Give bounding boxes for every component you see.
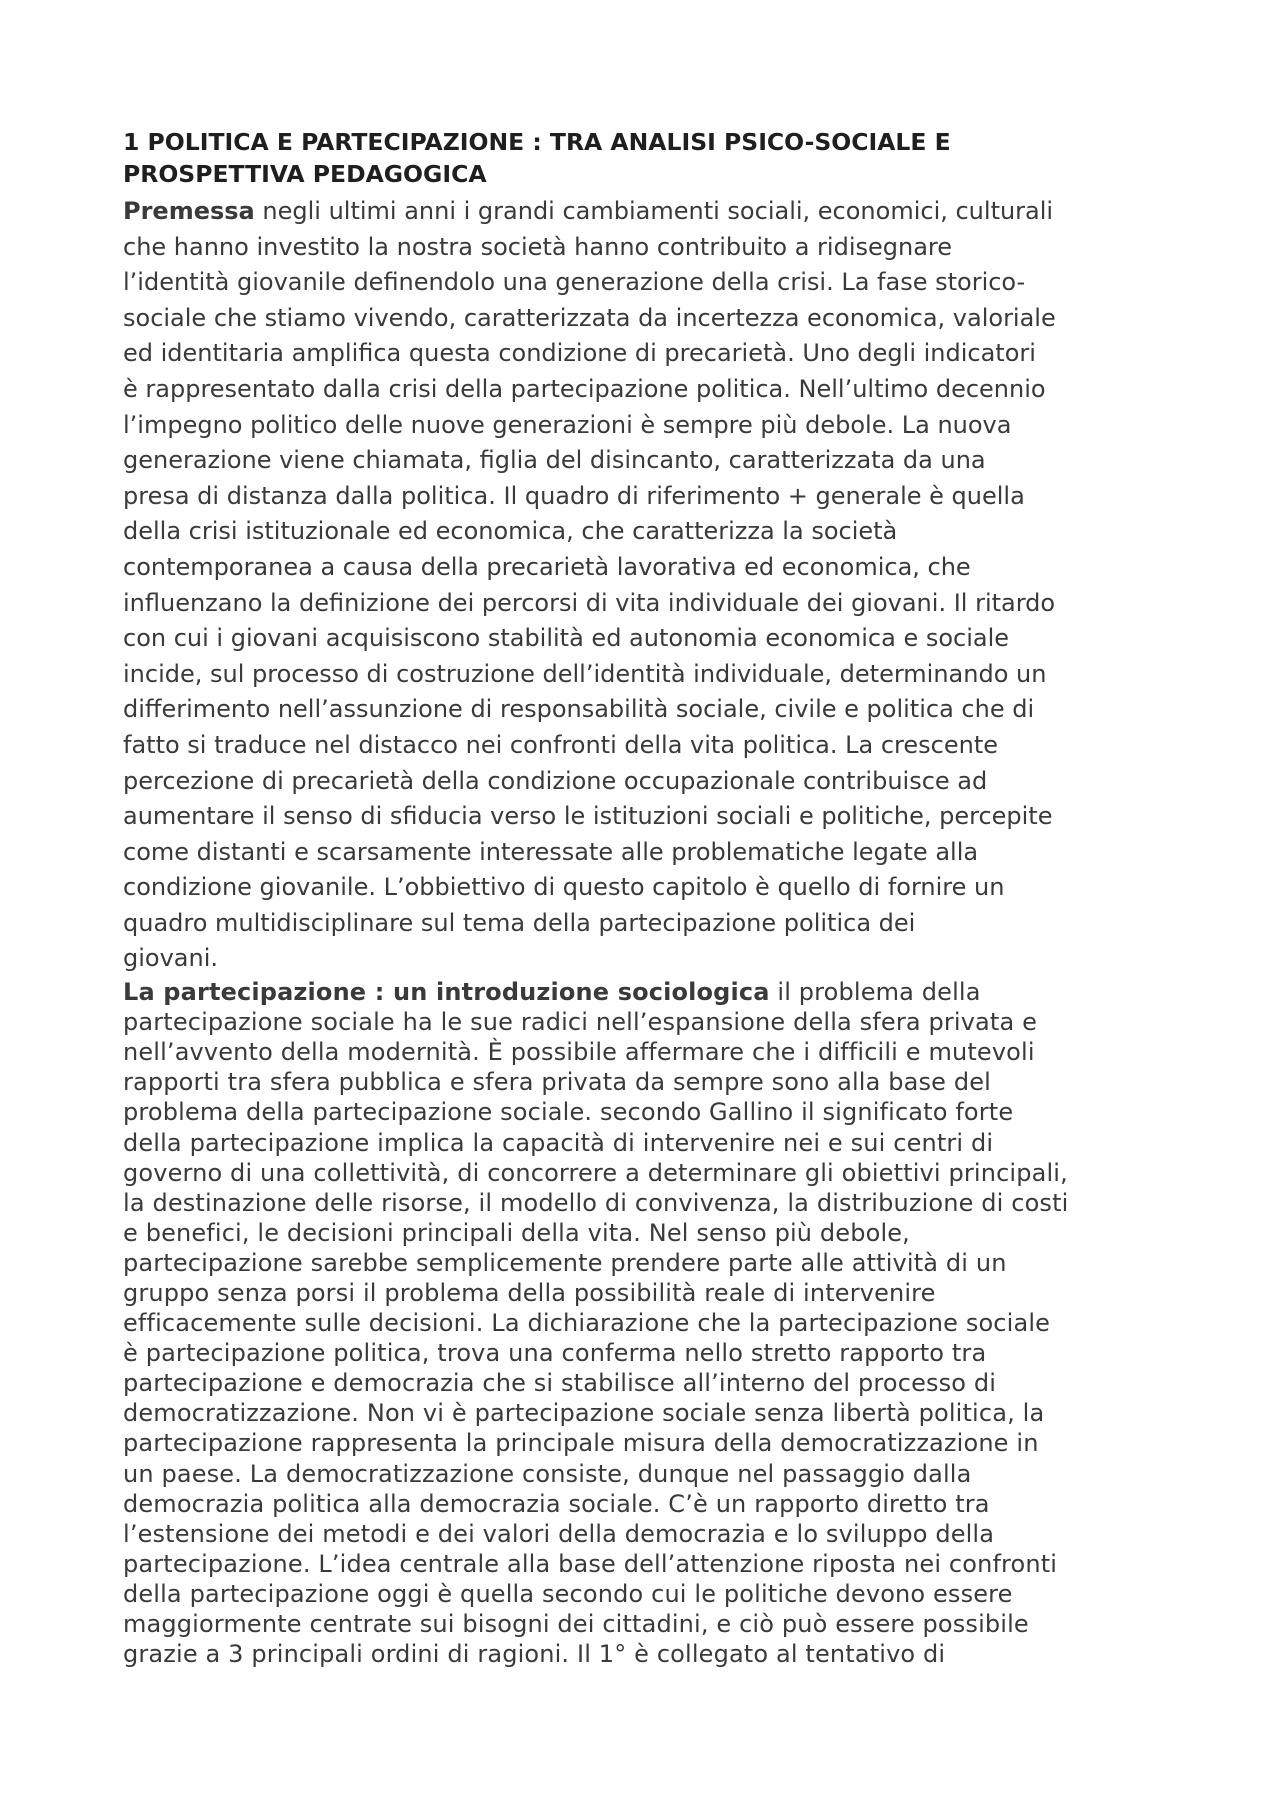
- paragraph-line: gruppo senza porsi il problema della possibilità reale di intervenire: [123, 1279, 936, 1307]
- document-title: [123, 126, 1143, 190]
- premessa-paragraph: [123, 194, 1143, 977]
- paragraph-line: [123, 194, 1143, 230]
- paragraph-line: della crisi istituzionale ed economica, che caratterizza la società: [123, 517, 898, 546]
- paragraph-line: problema della partecipazione sociale. secondo Gallino il significato forte: [123, 1098, 1014, 1127]
- paragraph-line: maggiormente centrate sui bisogni dei cittadini, e ciò può essere possibile: [123, 1610, 1029, 1639]
- paragraph-line: giovani.: [123, 944, 219, 973]
- paragraph-line: l’identità giovanile definendolo una generazione della crisi. La fase storico-: [123, 268, 1026, 297]
- paragraph-line: un paese. La democratizzazione consiste, dunque nel passaggio dalla: [123, 1459, 972, 1488]
- paragraph-line: della partecipazione oggi è quella secondo cui le politiche devono essere: [123, 1579, 1013, 1608]
- paragraph-line: democrazia politica alla democrazia sociale. C’è un rapporto diretto tra: [123, 1489, 990, 1518]
- paragraph-line: fatto si traduce nel distacco nei confronti della vita politica. La crescente: [123, 730, 999, 759]
- paragraph-line: influenzano la definizione dei percorsi di vita individuale dei giovani. Il ritardo: [123, 588, 1056, 617]
- paragraph-line: della partecipazione implica la capacità di intervenire nei e sui centri di: [123, 1128, 994, 1157]
- paragraph-line: sociale che stiamo vivendo, caratterizzata da incertezza economica, valoriale: [123, 303, 1056, 332]
- paragraph-line: e benefici, le decisioni principali della vita. Nel senso più debole,: [123, 1218, 910, 1247]
- paragraph-line: aumentare il senso di sfiducia verso le istituzioni sociali e politiche, percepite: [123, 802, 1053, 831]
- paragraph-line: è rappresentato dalla crisi della partecipazione politica. Nell’ultimo decennio: [123, 374, 1046, 403]
- paragraph-line: l’impegno politico delle nuove generazioni è sempre più debole. La nuova: [123, 410, 1012, 439]
- paragraph-line: la destinazione delle risorse, il modello di convivenza, la distribuzione di costi: [123, 1188, 1069, 1217]
- partecipazione-paragraph: [123, 977, 1143, 1669]
- paragraph-line: democratizzazione. Non vi è partecipazione sociale senza libertà politica, la: [123, 1399, 1045, 1428]
- paragraph-line: partecipazione. L’idea centrale alla base dell’attenzione riposta nei confronti: [123, 1549, 1058, 1578]
- section-label: Premessa: [123, 197, 255, 225]
- paragraph-line: l’estensione dei metodi e dei valori della democrazia e lo sviluppo della: [123, 1519, 995, 1548]
- paragraph-line: con cui i giovani acquisiscono stabilità ed autonomia economica e sociale: [123, 624, 1010, 653]
- paragraph-line: efficacemente sulle decisioni. La dichiarazione che la partecipazione sociale: [123, 1309, 1051, 1338]
- paragraph-line: differimento nell’assunzione di responsabilità sociale, civile e politica che di: [123, 695, 1035, 724]
- paragraph-line: [123, 977, 1143, 1007]
- paragraph-line: grazie a 3 principali ordini di ragioni. Il 1° è collegato al tentativo di: [123, 1640, 946, 1669]
- paragraph-line: nell’avvento della modernità. È possibile affermare che i difficili e mutevoli: [123, 1038, 1035, 1067]
- paragraph-line: come distanti e scarsamente interessate alle problematiche legate alla: [123, 837, 979, 866]
- paragraph-line: ed identitaria amplifica questa condizione di precarietà. Uno degli indicatori: [123, 339, 1036, 368]
- paragraph-line: rapporti tra sfera pubblica e sfera privata da sempre sono alla base del: [123, 1068, 991, 1097]
- document-page: [123, 126, 1143, 1669]
- paragraph-line: è partecipazione politica, trova una conferma nello stretto rapporto tra: [123, 1339, 987, 1368]
- paragraph-line: partecipazione sarebbe semplicemente prendere parte alle attività di un: [123, 1248, 1007, 1277]
- paragraph-line: percezione di precarietà della condizione occupazionale contribuisce ad: [123, 766, 988, 795]
- title-line: 1 POLITICA E PARTECIPAZIONE : TRA ANALISI PSICO-SOCIALE E: [123, 128, 951, 156]
- paragraph-text: il problema della: [769, 978, 981, 1007]
- paragraph-line: presa di distanza dalla politica. Il quadro di riferimento + generale è quella: [123, 481, 1025, 510]
- paragraph-line: partecipazione e democrazia che si stabilisce all’interno del processo di: [123, 1369, 997, 1398]
- paragraph-line: che hanno investito la nostra società hanno contribuito a ridisegnare: [123, 232, 953, 261]
- paragraph-line: partecipazione rappresenta la principale misura della democratizzazione in: [123, 1429, 1039, 1458]
- paragraph-line: contemporanea a causa della precarietà lavorativa ed economica, che: [123, 552, 971, 581]
- paragraph-text: negli ultimi anni i grandi cambiamenti sociali, economici, culturali: [254, 197, 1054, 225]
- paragraph-line: generazione viene chiamata, figlia del disincanto, caratterizzata da una: [123, 446, 986, 475]
- paragraph-line: quadro multidisciplinare sul tema della partecipazione politica dei: [123, 908, 916, 937]
- paragraph-line: condizione giovanile. L’obbiettivo di questo capitolo è quello di fornire un: [123, 873, 1005, 902]
- paragraph-line: governo di una collettività, di concorrere a determinare gli obiettivi principali,: [123, 1158, 1068, 1187]
- paragraph-line: incide, sul processo di costruzione dell’identità individuale, determinando un: [123, 659, 1047, 688]
- section-label: La partecipazione : un introduzione sociologica: [123, 978, 770, 1007]
- title-line: PROSPETTIVA PEDAGOGICA: [123, 160, 487, 188]
- paragraph-line: partecipazione sociale ha le sue radici nell’espansione della sfera privata e: [123, 1008, 1038, 1037]
